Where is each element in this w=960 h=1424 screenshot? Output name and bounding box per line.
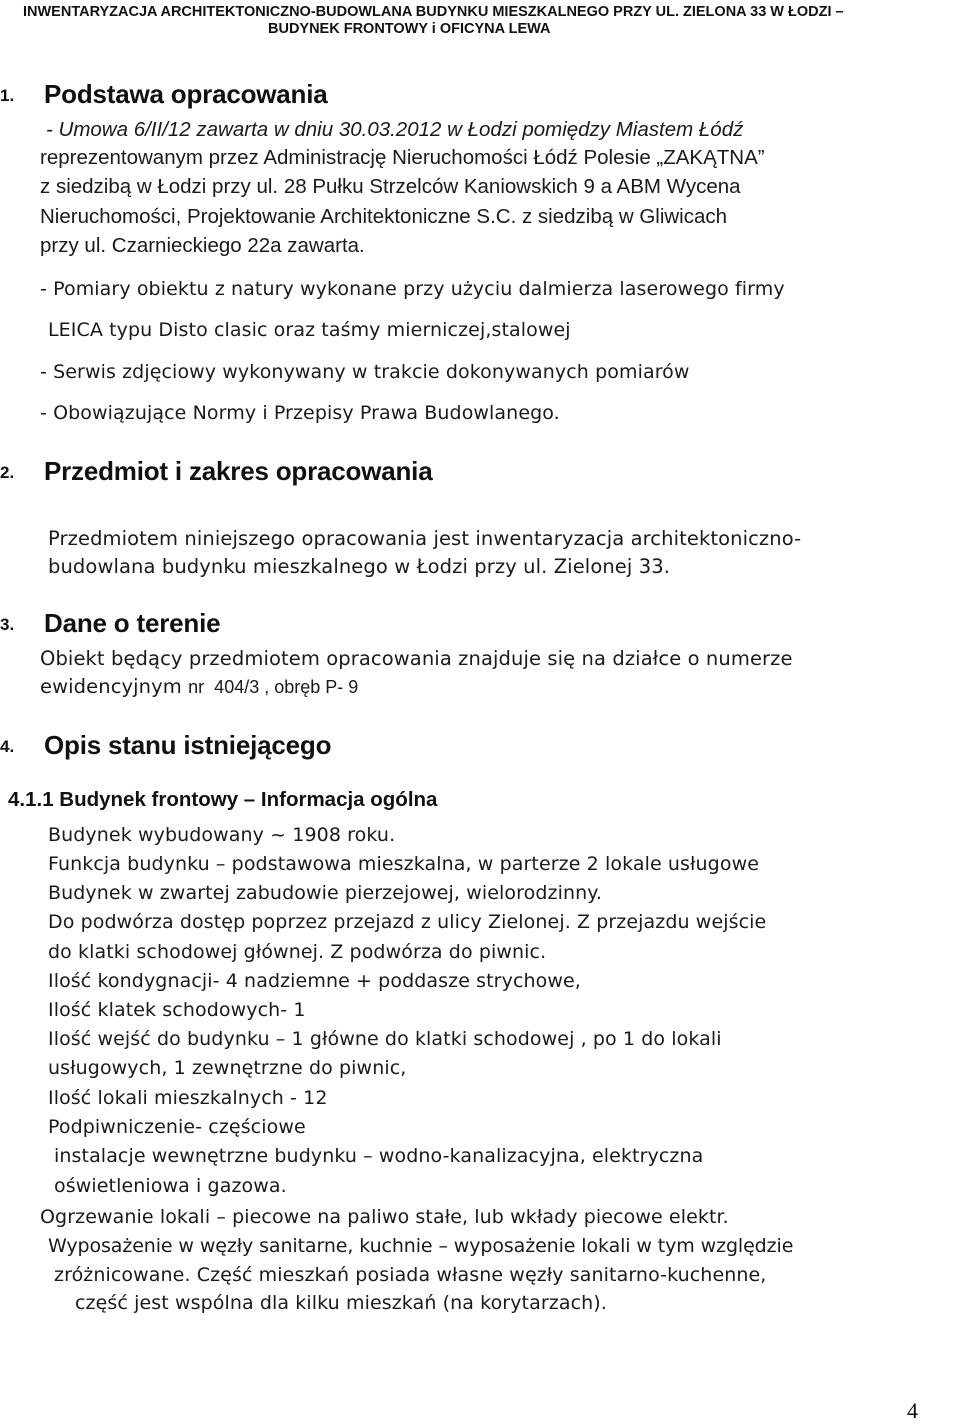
section-4-line-16: zróżnicowane. Część mieszkań posiada własne węzły sanitarno-kuchenne,: [54, 1264, 767, 1286]
section-1-basis-line-2: reprezentowanym przez Administrację Nieruchomości Łódź Polesie „ZAKĄTNA”: [40, 146, 765, 169]
section-4-line-1: Budynek wybudowany ~ 1908 roku.: [48, 824, 396, 846]
section-3-plot-number: nr 404/3 , obręb P- 9: [188, 677, 359, 697]
section-3-title: Dane o terenie: [44, 608, 221, 638]
section-2-text-line-2: budowlana budynku mieszkalnego w Łodzi przy ul. Zielonej 33.: [48, 555, 671, 578]
section-3-number: 3.: [0, 615, 15, 634]
section-3-text-line-1: Obiekt będący przedmiotem opracowania znajduje się na działce o numerze: [40, 647, 793, 670]
section-1-measure-line-2: LEICA typu Disto clasic oraz taśmy mierniczej,stalowej: [48, 319, 571, 341]
section-1-basis-line-5: przy ul. Czarnieckiego 22a zawarta.: [40, 234, 365, 257]
section-4-line-4: Do podwórza dostęp poprzez przejazd z ulicy Zielonej. Z przejazdu wejście: [48, 911, 767, 933]
section-4-line-8: Ilość wejść do budynku – 1 główne do klatki schodowej , po 1 do lokali: [48, 1028, 722, 1050]
section-4-line-3: Budynek w zwartej zabudowie pierzejowej, wielorodzinny.: [48, 882, 603, 904]
section-4-line-9: usługowych, 1 zewnętrzne do piwnic,: [48, 1057, 407, 1079]
section-4-line-10: Ilość lokali mieszkalnych - 12: [48, 1087, 328, 1109]
section-1-title: Podstawa opracowania: [44, 79, 328, 109]
section-1-basis-line-1: - Umowa 6/II/12 zawarta w dniu 30.03.2012 w Łodzi pomiędzy Miastem Łódź: [46, 118, 744, 141]
section-1-norms-line: - Obowiązujące Normy i Przepisy Prawa Budowlanego.: [40, 402, 560, 424]
section-4-line-2: Funkcja budynku – podstawowa mieszkalna, w parterze 2 lokale usługowe: [48, 853, 759, 875]
section-4-line-14: Ogrzewanie lokali – piecowe na paliwo stałe, lub wkłady piecowe elektr.: [40, 1206, 729, 1228]
section-4-line-6: Ilość kondygnacji- 4 nadziemne + poddasze strychowe,: [48, 970, 581, 992]
section-4-title: Opis stanu istniejącego: [44, 730, 332, 760]
section-1-number: 1.: [0, 86, 15, 105]
section-4-line-15: Wyposażenie w węzły sanitarne, kuchnie – wyposażenie lokali w tym względzie: [48, 1235, 794, 1257]
section-2-text-line-1: Przedmiotem niniejszego opracowania jest inwentaryzacja architektoniczno-: [48, 527, 802, 550]
section-4-line-5: do klatki schodowej głównej. Z podwórza do piwnic.: [48, 941, 547, 963]
section-3-text-line-2: [40, 675, 358, 698]
section-4-line-7: Ilość klatek schodowych- 1: [48, 999, 306, 1021]
section-1-basis-line-3: z siedzibą w Łodzi przy ul. 28 Pułku Strzelców Kaniowskich 9 a ABM Wycena: [40, 175, 741, 198]
page-number: 4: [907, 1398, 918, 1423]
section-2-number: 2.: [0, 463, 15, 482]
section-3-text-line-2-a: ewidencyjnym: [40, 675, 189, 698]
section-1-basis-line-4: Nieruchomości, Projektowanie Architektoniczne S.C. z siedzibą w Gliwicach: [40, 205, 728, 228]
section-4-line-12: instalacje wewnętrzne budynku – wodno-kanalizacyjna, elektryczna: [54, 1145, 704, 1167]
section-1-measure-line-1: - Pomiary obiektu z natury wykonane przy użyciu dalmierza laserowego firmy: [40, 278, 785, 300]
running-header-line-2: BUDYNEK FRONTOWY i OFICYNA LEWA: [268, 21, 551, 37]
running-header-line-1: INWENTARYZACJA ARCHITEKTONICZNO-BUDOWLANA BUDYNKU MIESZKALNEGO PRZY UL. ZIELONA 33 W ŁODZI –: [23, 4, 844, 20]
section-1-photo-line: - Serwis zdjęciowy wykonywany w trakcie dokonywanych pomiarów: [40, 361, 690, 383]
section-4-line-13: oświetleniowa i gazowa.: [54, 1175, 287, 1197]
section-2-title: Przedmiot i zakres opracowania: [44, 456, 433, 486]
section-4-1-1-title: 4.1.1 Budynek frontowy – Informacja ogólna: [8, 788, 438, 811]
section-4-line-11: Podpiwniczenie- częściowe: [48, 1116, 306, 1138]
section-4-number: 4.: [0, 737, 15, 756]
section-4-line-17: część jest wspólna dla kilku mieszkań (na korytarzach).: [75, 1292, 607, 1314]
